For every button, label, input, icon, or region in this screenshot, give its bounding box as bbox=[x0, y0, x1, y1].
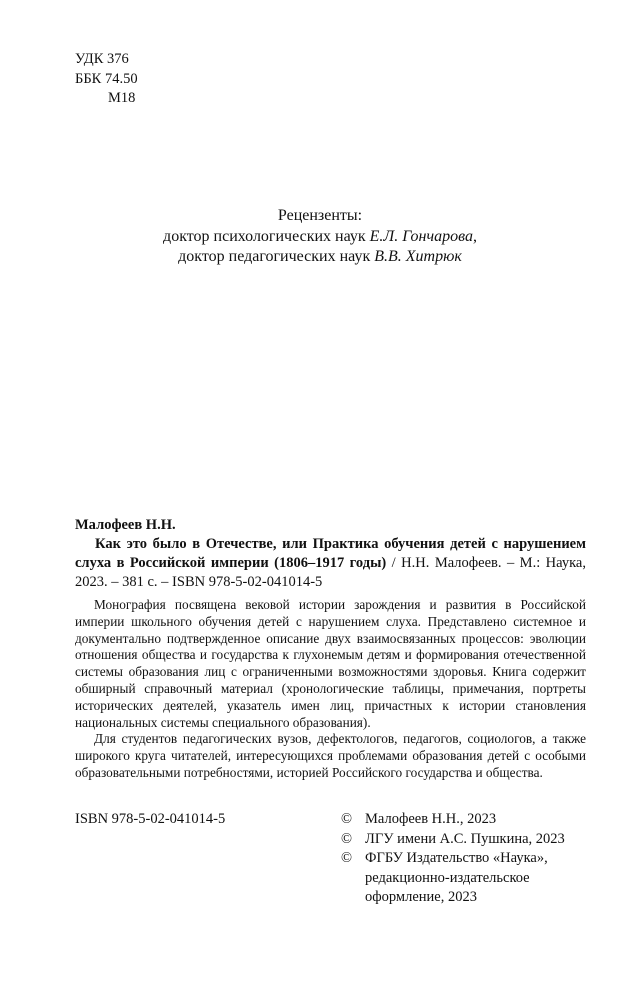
isbn: ISBN 978-5-02-041014-5 bbox=[75, 811, 226, 827]
bibliographic-record bbox=[75, 516, 586, 592]
reviewer-line bbox=[0, 227, 640, 248]
book-title: Как это было в Отечестве, или Практика обучения детей с нарушением слуха в Российской империи (1806–1917 годы) bbox=[75, 536, 586, 571]
reviewer-punct: , bbox=[472, 227, 477, 245]
copyright-symbol: © bbox=[341, 830, 353, 847]
bibliographic-details: / Н.Н. Малофеев. – М.: Наука, 2023. – 381 с. – ISBN 978-5-02-041014-5 bbox=[75, 555, 586, 590]
reviewer-degree: доктор психологических наук bbox=[163, 227, 366, 245]
reviewer-name: В.В. Хитрюк bbox=[374, 248, 462, 265]
reviewer-line bbox=[0, 247, 640, 268]
copyright-symbol: © bbox=[341, 811, 353, 827]
udk-code: УДК 376 bbox=[75, 51, 129, 67]
copyright-line bbox=[341, 830, 565, 850]
copyright-holder: Малофеев Н.Н., 2023 bbox=[365, 811, 497, 827]
copyright-symbol: © bbox=[341, 850, 353, 866]
reviewer-degree: доктор педагогических наук bbox=[178, 248, 371, 265]
copyright-block bbox=[341, 810, 565, 908]
reviewers-block bbox=[0, 206, 640, 268]
annotation bbox=[75, 597, 586, 782]
author-mark: М18 bbox=[108, 90, 136, 106]
annotation-paragraph: Для студентов педагогических вузов, дефектологов, педагогов, социологов, а также широкого круга читателей, интересующихся проблемами образования детей с особыми образовательными потребностями, историей Российского государства и общества. bbox=[75, 731, 586, 780]
annotation-paragraph: Монография посвящена вековой истории зарождения и развития в Российской империи школьного обучения детей с нарушением слуха. Представлено системное и документально подтвержденное описание двух взаимосвязанных процессов: эволюции отношения общества и государства к глухонемым детям и формирования отечественной системы образования лиц с ограниченными возможностями здоровья. Книга содержит обширный справочный материал (хронологические таблицы, примечания, портреты исторических деятелей, указатель имен лиц, причастных к истории становления национальных системы специального образования). bbox=[75, 597, 586, 730]
copyright-line bbox=[341, 849, 565, 908]
reviewers-heading: Рецензенты: bbox=[277, 207, 363, 224]
classification-codes bbox=[75, 50, 138, 109]
copyright-holder: ФГБУ Издательство «Наука», редакционно-издательское оформление, 2023 bbox=[365, 850, 548, 905]
reviewer-name: Е.Л. Гончарова bbox=[369, 227, 473, 245]
book-author: Малофеев Н.Н. bbox=[75, 517, 176, 533]
copyright-line bbox=[341, 810, 565, 830]
bbk-code: ББК 74.50 bbox=[75, 70, 138, 87]
bibliographic-description bbox=[75, 535, 586, 592]
copyright-holder: ЛГУ имени А.С. Пушкина, 2023 bbox=[365, 830, 565, 847]
